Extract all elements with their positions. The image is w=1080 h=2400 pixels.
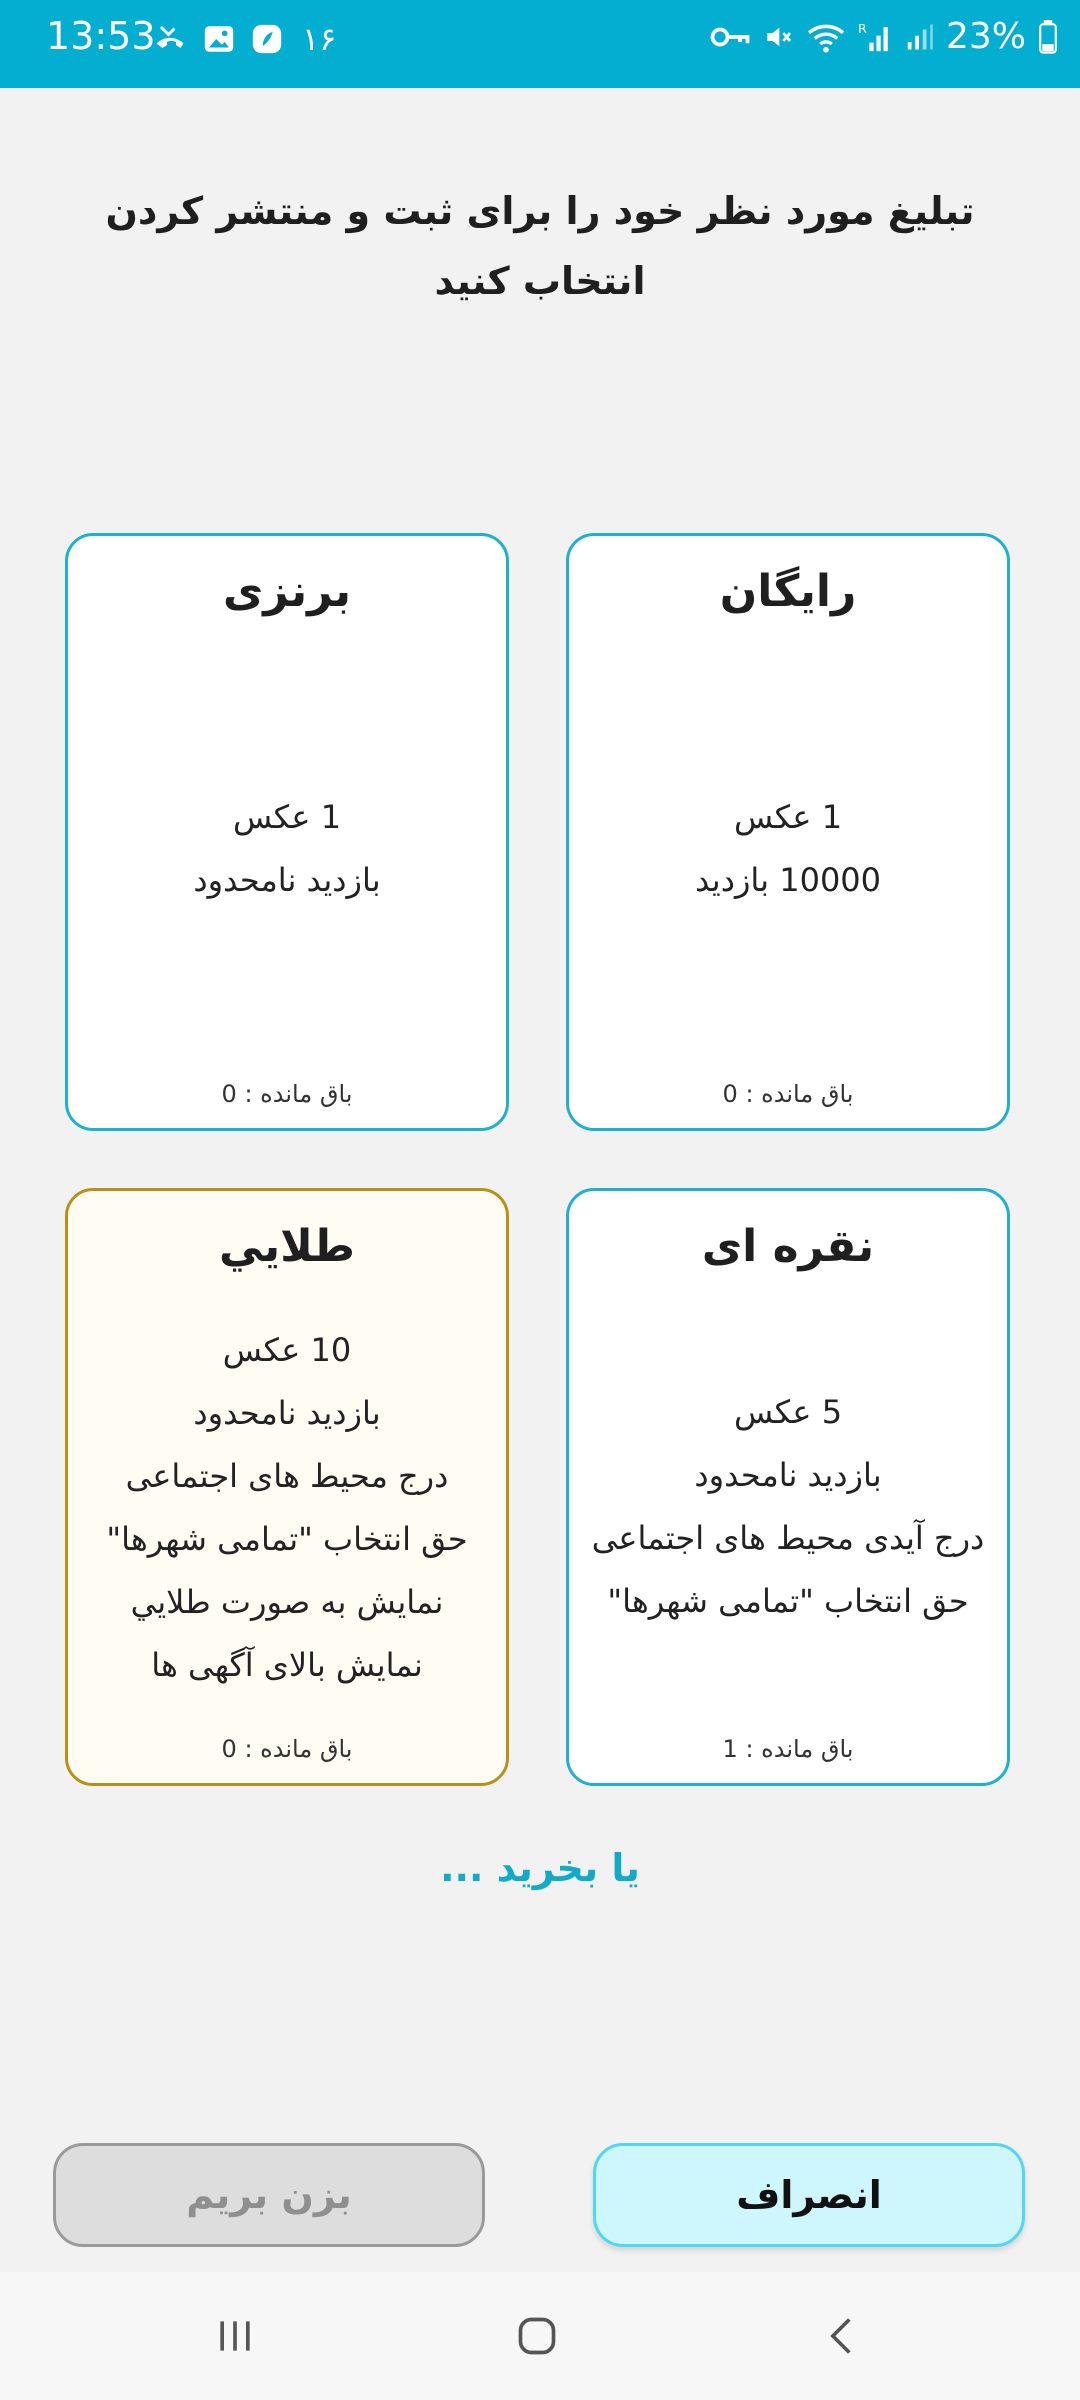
status-bar	[0, 0, 1080, 88]
plan-features	[68, 786, 506, 912]
key-icon	[710, 22, 750, 52]
home-button[interactable]	[457, 2272, 617, 2400]
cancel-button[interactable]: انصراف	[593, 2143, 1025, 2247]
feature-item: بازدید نامحدود	[694, 1456, 882, 1494]
or-buy-link[interactable]: یا بخرید ...	[440, 1846, 640, 1890]
recent-apps-icon	[213, 2314, 257, 2358]
remaining-count: باق مانده : 0	[722, 1080, 854, 1108]
feature-item: 1 عکس	[733, 798, 843, 836]
feature-item: 10 عکس	[222, 1331, 352, 1369]
notification-icons	[152, 20, 336, 58]
feature-item: درج آیدی محیط های اجتماعی	[591, 1519, 985, 1557]
remaining-count: باق مانده : 0	[221, 1080, 353, 1108]
plan-title: رایگان	[719, 566, 857, 617]
plan-card-gold[interactable]	[65, 1188, 509, 1786]
system-icons	[710, 16, 1058, 57]
battery-icon	[1038, 20, 1058, 54]
signal-icon-2	[904, 20, 934, 54]
home-icon	[515, 2314, 559, 2358]
feature-item: حق انتخاب "تمامی شهرها"	[106, 1520, 468, 1558]
missed-call-icon	[152, 21, 188, 57]
plan-card-silver[interactable]	[566, 1188, 1010, 1786]
feature-item: 1 عکس	[232, 798, 342, 836]
plan-features	[569, 786, 1007, 912]
recent-apps-button[interactable]	[155, 2272, 315, 2400]
back-button[interactable]	[762, 2272, 922, 2400]
feature-item: درج محیط های اجتماعی	[125, 1457, 449, 1495]
feature-item: بازدید نامحدود	[193, 861, 381, 899]
signal-icon	[858, 20, 892, 54]
plan-features	[68, 1319, 506, 1697]
wifi-icon	[806, 20, 846, 54]
page-title: تبلیغ مورد نظر خود را برای ثبت و منتشر کردن انتخاب کنید	[105, 189, 975, 303]
mute-icon	[762, 21, 794, 53]
app-notification-icon	[250, 22, 284, 56]
plan-title: طلايي	[219, 1221, 355, 1272]
plan-features	[569, 1381, 1007, 1633]
feature-item: 5 عکس	[733, 1393, 843, 1431]
notification-count: ١۶	[302, 20, 337, 58]
plan-card-bronze[interactable]	[65, 533, 509, 1131]
navigation-bar	[0, 2272, 1080, 2400]
plan-title: نقره ای	[701, 1221, 875, 1272]
feature-item: 10000 بازدید	[694, 861, 882, 899]
back-icon	[820, 2314, 864, 2358]
feature-item: نمایش بالای آگهی ها	[151, 1646, 423, 1684]
go-button[interactable]: بزن بریم	[53, 2143, 485, 2247]
battery-percent: 23%	[945, 16, 1026, 57]
remaining-count: باق مانده : 1	[722, 1735, 854, 1763]
plan-title: برنزی	[222, 566, 352, 617]
status-time: 13:53	[46, 14, 156, 58]
svg-text:R: R	[857, 21, 867, 37]
remaining-count: باق مانده : 0	[221, 1735, 353, 1763]
gallery-icon	[202, 22, 236, 56]
feature-item: حق انتخاب "تمامی شهرها"	[607, 1582, 969, 1620]
feature-item: نمایش به صورت طلايي	[130, 1583, 444, 1621]
plan-card-free[interactable]	[566, 533, 1010, 1131]
feature-item: بازدید نامحدود	[193, 1394, 381, 1432]
